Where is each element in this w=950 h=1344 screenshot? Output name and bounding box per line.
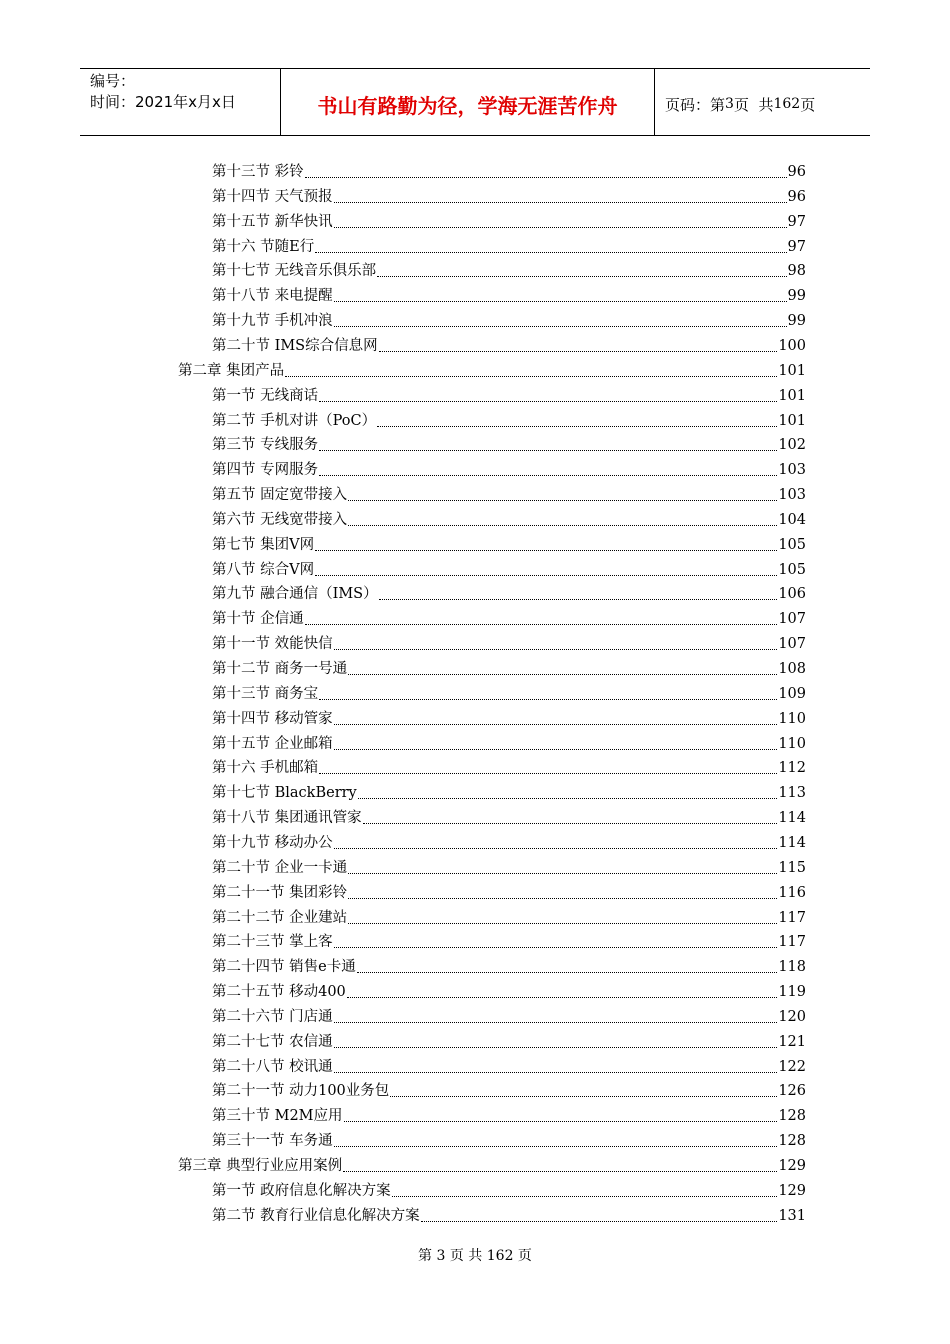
toc-leader-dots [348,873,777,874]
toc-entry-page: 105 [778,561,806,578]
toc-entry[interactable] [212,233,806,257]
header-page-suffix: 页 [800,95,816,114]
toc-entry[interactable] [212,854,806,878]
toc-entry-label: 第八节 综合V网 [212,561,315,578]
toc-entry[interactable] [212,879,806,903]
toc-leader-dots [319,699,777,700]
toc-leader-dots [357,972,778,973]
toc-entry-page: 100 [778,337,806,354]
toc-entry[interactable] [212,1077,806,1101]
toc-entry[interactable] [212,580,806,604]
toc-leader-dots [319,450,777,451]
toc-entry-page: 105 [778,536,806,553]
toc-entry-page: 99 [787,288,806,305]
toc-entry[interactable] [212,630,806,654]
toc-leader-dots [334,1022,778,1023]
toc-entry-page: 131 [778,1207,806,1224]
toc-leader-dots [319,773,777,774]
toc-leader-dots [344,1121,778,1122]
toc-leader-dots [343,1171,777,1172]
toc-leader-dots [363,823,778,824]
toc-entry-page: 114 [778,810,806,827]
toc-entry[interactable] [212,456,806,480]
toc-entry[interactable] [212,382,806,406]
toc-entry-page: 115 [778,859,806,876]
toc-leader-dots [334,749,778,750]
toc-leader-dots [315,252,786,253]
toc-leader-dots [390,1096,777,1097]
toc-entry-label: 第二十四节 销售e卡通 [212,959,356,976]
toc-entry-label: 第十八节 来电提醒 [212,288,333,305]
toc-entry-label: 第二节 手机对讲（PoC） [212,412,377,429]
toc-entry-label: 第十三节 商务宝 [212,685,319,702]
toc-entry-label: 第十三节 彩铃 [212,164,304,180]
page-header [80,68,870,136]
toc-entry-label: 第二十节 企业一卡通 [212,859,348,876]
toc-entry-page: 118 [778,959,806,976]
toc-entry-page: 104 [778,511,806,528]
toc-entry[interactable] [212,257,806,281]
toc-entry-label: 第二十节 IMS综合信息网 [212,337,378,354]
toc-entry[interactable] [212,158,806,182]
toc-entry-page: 117 [778,934,806,951]
header-page-total: 162 [773,96,801,112]
header-page-prefix: 页码：第 [665,95,726,114]
toc-entry-label: 第十一节 效能快信 [212,636,333,653]
toc-entry-page: 114 [778,834,806,851]
toc-entry[interactable] [212,1177,806,1201]
toc-entry-label: 第六节 无线宽带接入 [212,511,348,528]
toc-leader-dots [305,624,778,625]
toc-entry-page: 96 [787,188,806,205]
toc-entry-label: 第七节 集团V网 [212,536,315,553]
toc-entry-label: 第四节 专网服务 [212,462,319,479]
toc-leader-dots [285,376,777,377]
toc-entry-page: 117 [778,909,806,926]
toc-entry-label: 第十四节 天气预报 [212,188,333,205]
header-page-info [655,69,870,135]
toc-entry-label: 第二十八节 校讯通 [212,1058,333,1075]
toc-leader-dots [348,898,777,899]
toc-entry-page: 108 [778,661,806,677]
header-time-label: 时间：2021年x月x日 [90,93,236,111]
toc-entry-page: 101 [778,412,806,429]
toc-entry-page: 119 [778,984,806,1001]
toc-entry[interactable] [212,531,806,555]
toc-entry-label: 第二十五节 移动400 [212,984,346,1001]
toc-entry[interactable] [178,1152,806,1176]
page-footer: 第 3 页 共 162 页 [418,1248,532,1264]
toc-entry[interactable] [212,506,806,530]
header-page-current: 3 [725,96,734,112]
toc-entry-label: 第九节 融合通信（IMS） [212,586,378,603]
toc-entry-page: 113 [778,785,806,802]
toc-entry[interactable] [212,481,806,505]
toc-entry-label: 第十四节 移动管家 [212,710,333,727]
toc-entry-page: 110 [778,735,806,752]
header-motto: 书山有路勤为径，学海无涯苦作舟 [281,69,655,135]
toc-entry-page: 102 [778,437,806,454]
toc-entry-label: 第十五节 企业邮箱 [212,735,333,752]
toc-entry[interactable] [212,730,806,754]
toc-leader-dots [348,525,777,526]
toc-entry[interactable] [212,705,806,729]
toc-entry[interactable] [212,953,806,977]
toc-entry-label: 第二章 集团产品 [178,362,285,379]
toc-entry[interactable] [178,357,806,381]
toc-leader-dots [319,475,777,476]
toc-entry[interactable] [212,655,806,679]
toc-entry-page: 99 [787,313,806,330]
toc-entry[interactable] [212,804,806,828]
toc-entry[interactable] [212,829,806,853]
toc-entry[interactable] [212,1028,806,1052]
toc-entry[interactable] [212,282,806,306]
toc-entry[interactable] [212,208,806,232]
toc-entry[interactable] [212,431,806,455]
toc-entry[interactable] [212,556,806,580]
toc-entry-label: 第五节 固定宽带接入 [212,487,348,504]
header-number-label: 编号： [90,72,136,90]
toc-leader-dots [348,923,777,924]
toc-leader-dots [334,724,778,725]
toc-leader-dots [348,674,777,675]
toc-entry-label: 第三章 典型行业应用案例 [178,1158,343,1174]
toc-entry-label: 第一节 无线商话 [212,387,319,404]
toc-leader-dots [358,798,778,799]
toc-entry[interactable] [212,307,806,331]
toc-entry-label: 第三十节 M2M应用 [212,1108,343,1125]
toc-leader-dots [347,997,778,998]
toc-entry-page: 109 [778,685,806,702]
toc-entry-label: 第二十三节 掌上客 [212,934,333,951]
toc-entry-label: 第三节 专线服务 [212,437,319,454]
toc-leader-dots [334,1146,778,1147]
toc-leader-dots [334,1072,778,1073]
toc-entry[interactable] [212,332,806,356]
toc-entry-label: 第十九节 手机冲浪 [212,313,333,330]
toc-entry-label: 第二十六节 门店通 [212,1008,333,1025]
toc-entry-label: 第十五节 新华快讯 [212,213,333,230]
toc-entry-page: 106 [778,586,806,603]
toc-entry-label: 第二十一节 动力100业务包 [212,1083,390,1100]
toc-entry[interactable] [212,1127,806,1151]
toc-entry[interactable] [212,407,806,431]
toc-leader-dots [334,848,778,849]
toc-entry-page: 110 [778,710,806,727]
toc-entry[interactable] [212,680,806,704]
toc-entry-page: 116 [778,884,806,901]
toc-entry-label: 第十六 节随E行 [212,238,315,255]
toc-entry-page: 129 [778,1182,806,1199]
toc-entry-label: 第十九节 移动办公 [212,834,333,851]
toc-entry-label: 第十八节 集团通讯管家 [212,810,362,827]
toc-entry[interactable] [212,1102,806,1126]
toc-entry[interactable] [212,1053,806,1077]
toc-leader-dots [334,326,787,327]
toc-entry[interactable] [212,779,806,803]
toc-entry-page: 126 [778,1083,806,1100]
toc-leader-dots [377,426,777,427]
toc-entry-page: 97 [787,238,806,255]
toc-entry-page: 128 [778,1133,806,1150]
toc-entry-label: 第二节 教育行业信息化解决方案 [212,1207,420,1224]
toc-leader-dots [334,1047,778,1048]
toc-leader-dots [334,227,787,228]
toc-entry[interactable] [212,754,806,778]
toc-entry-label: 第十七节 BlackBerry [212,785,357,802]
toc-leader-dots [379,351,778,352]
toc-entry-page: 120 [778,1008,806,1025]
toc-entry-label: 第二十七节 农信通 [212,1033,333,1050]
toc-entry[interactable] [212,978,806,1002]
toc-entry-page: 112 [778,760,806,777]
toc-leader-dots [319,401,777,402]
toc-entry-page: 107 [778,611,806,628]
toc-entry-label: 第十二节 商务一号通 [212,661,348,677]
toc-entry[interactable] [212,1202,806,1226]
toc-entry-page: 129 [778,1158,806,1174]
toc-leader-dots [305,177,787,178]
toc-entry-page: 97 [787,213,806,230]
toc-entry-page: 107 [778,636,806,653]
toc-entry-page: 103 [778,487,806,504]
toc-entry-label: 第十节 企信通 [212,611,304,628]
toc-leader-dots [334,301,787,302]
header-meta [80,69,281,135]
toc-entry-label: 第十七节 无线音乐俱乐部 [212,263,377,280]
toc-entry-page: 128 [778,1108,806,1125]
toc-entry[interactable] [212,183,806,207]
toc-leader-dots [315,575,777,576]
toc-entry-page: 98 [787,263,806,280]
toc-entry[interactable] [212,1003,806,1027]
toc-leader-dots [379,599,778,600]
toc-entry-page: 101 [778,387,806,404]
toc-leader-dots [334,947,778,948]
toc-entry[interactable] [212,928,806,952]
toc-entry-page: 96 [787,164,806,180]
toc-leader-dots [334,649,778,650]
toc-entry-label: 第二十一节 集团彩铃 [212,884,348,901]
header-page-mid: 页 共 [733,95,774,114]
toc-entry-page: 103 [778,462,806,479]
toc-leader-dots [348,500,777,501]
toc-leader-dots [421,1221,778,1222]
toc-leader-dots [392,1196,778,1197]
toc-entry-label: 第一节 政府信息化解决方案 [212,1182,391,1199]
toc-leader-dots [315,550,777,551]
toc-leader-dots [334,202,787,203]
toc-entry[interactable] [212,605,806,629]
toc-entry-label: 第十六 手机邮箱 [212,760,319,777]
toc-entry-page: 101 [778,362,806,379]
toc-entry-page: 122 [778,1058,806,1075]
toc-leader-dots [377,276,786,277]
toc-entry-page: 121 [778,1033,806,1050]
toc-entry[interactable] [212,904,806,928]
toc-entry-label: 第二十二节 企业建站 [212,909,348,926]
toc-entry-label: 第三十一节 车务通 [212,1133,333,1150]
